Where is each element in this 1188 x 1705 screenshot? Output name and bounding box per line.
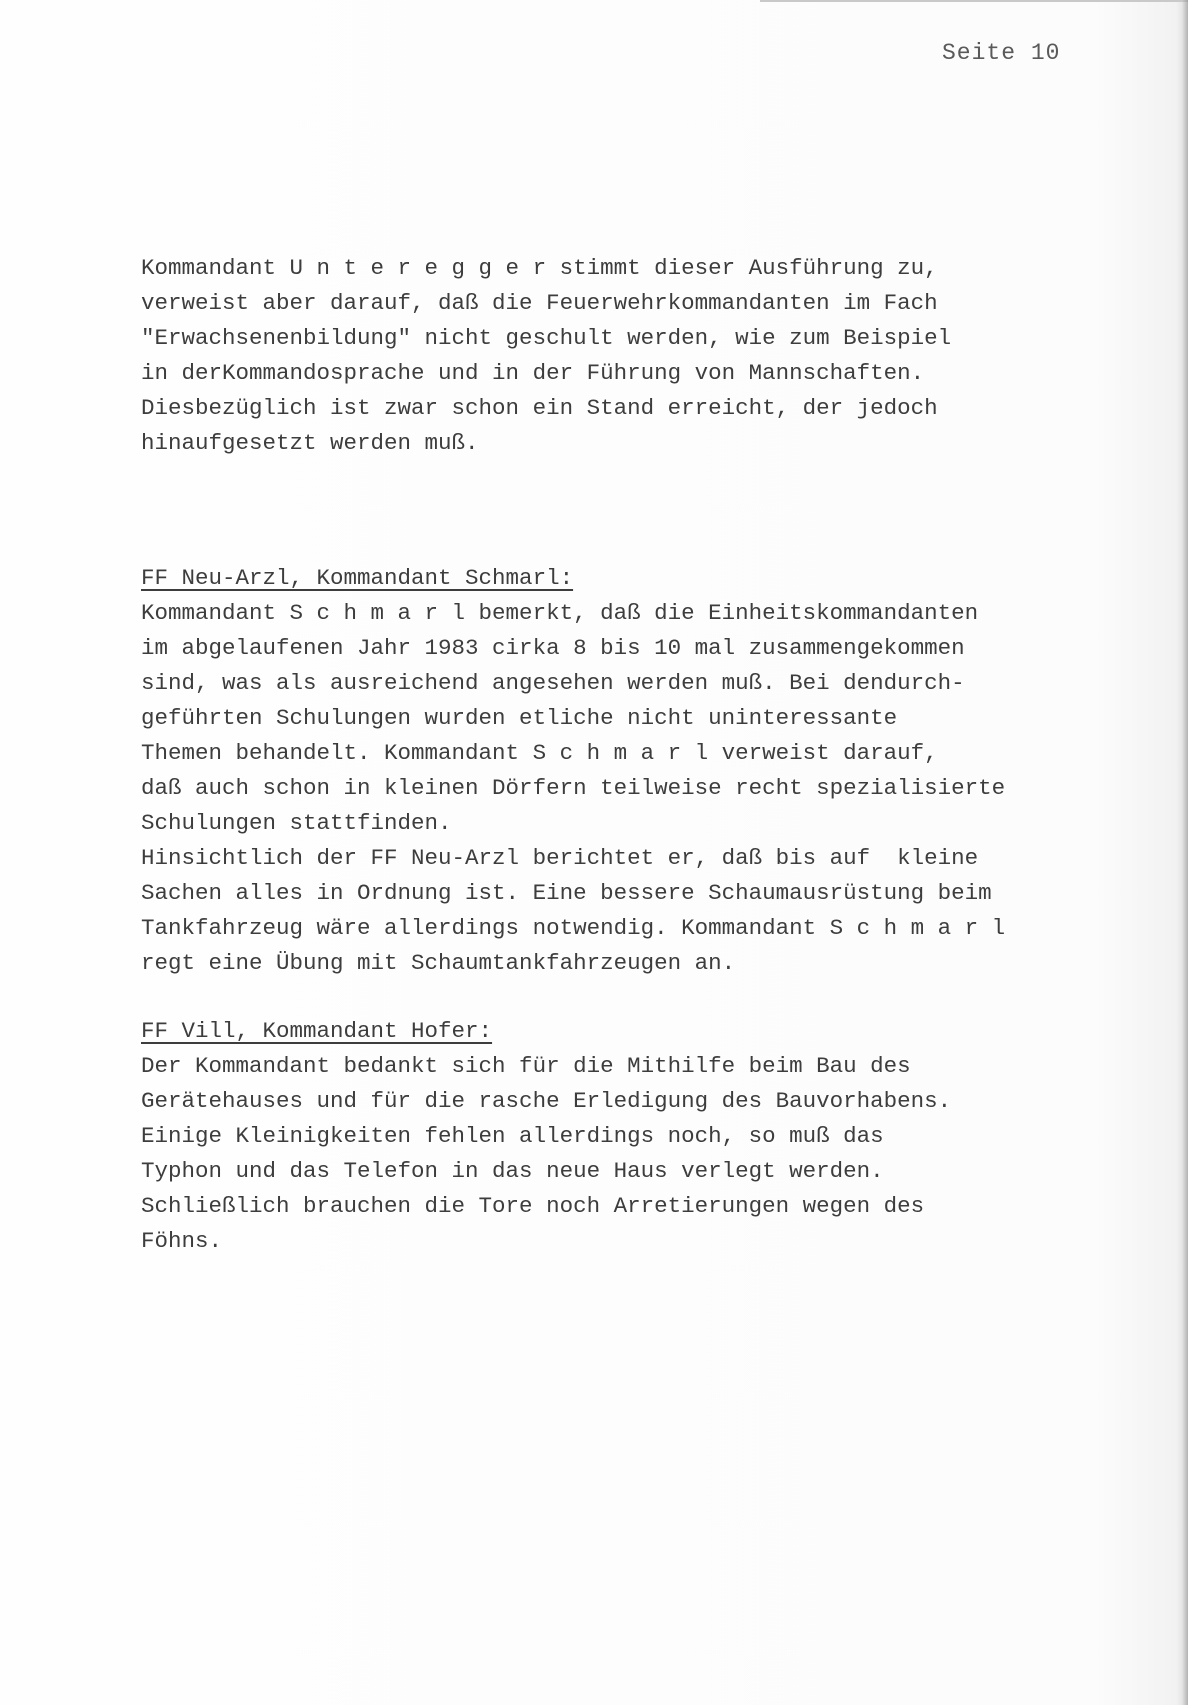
neu-arzl-line: im abgelaufenen Jahr 1983 cirka 8 bis 10 mal zusammengekommen [141,635,965,661]
neu-arzl-line: geführten Schulungen wurden etliche nicht uninteressante [141,705,898,731]
intro-line: Diesbezüglich ist zwar schon ein Stand erreicht, der jedoch [141,395,938,421]
neu-arzl-line: sind, was als ausreichend angesehen werden muß. Bei dendurch- [141,670,965,696]
neu-arzl-line: regt eine Übung mit Schaumtankfahrzeugen an. [141,950,736,976]
intro-line: "Erwachsenenbildung" nicht geschult werden, wie zum Beispiel [141,325,952,351]
neu-arzl-line: daß auch schon in kleinen Dörfern teilweise recht spezialisierte [141,775,1006,801]
section-heading-vill: FF Vill, Kommandant Hofer: [141,1018,493,1044]
vill-line: Föhns. [141,1228,223,1254]
intro-line: in derKommandosprache und in der Führung von Mannschaften. [141,360,925,386]
intro-line: Kommandant U n t e r e g g e r stimmt dieser Ausführung zu, [141,255,938,281]
vill-line: Typhon und das Telefon in das neue Haus verlegt werden. [141,1158,884,1184]
neu-arzl-line: Kommandant S c h m a r l bemerkt, daß die Einheitskommandanten [141,600,979,626]
intro-line: hinaufgesetzt werden muß. [141,430,479,456]
vill-line: Einige Kleinigkeiten fehlen allerdings noch, so muß das [141,1123,884,1149]
section-heading-neu-arzl: FF Neu-Arzl, Kommandant Schmarl: [141,565,574,591]
intro-line: verweist aber darauf, daß die Feuerwehrkommandanten im Fach [141,290,938,316]
page-top-edge [760,0,1188,2]
vill-line: Der Kommandant bedankt sich für die Mithilfe beim Bau des [141,1053,911,1079]
neu-arzl-line: Hinsichtlich der FF Neu-Arzl berichtet er, daß bis auf kleine [141,845,979,871]
page-number: Seite 10 [942,40,1061,66]
page-right-edge [1182,0,1188,1705]
vill-line: Gerätehauses und für die rasche Erledigung des Bauvorhabens. [141,1088,952,1114]
neu-arzl-line: Sachen alles in Ordnung ist. Eine bessere Schaumausrüstung beim [141,880,992,906]
vill-line: Schließlich brauchen die Tore noch Arretierungen wegen des [141,1193,925,1219]
neu-arzl-line: Schulungen stattfinden. [141,810,452,836]
neu-arzl-line: Tankfahrzeug wäre allerdings notwendig. Kommandant S c h m a r l [141,915,1006,941]
neu-arzl-line: Themen behandelt. Kommandant S c h m a r l verweist darauf, [141,740,938,766]
